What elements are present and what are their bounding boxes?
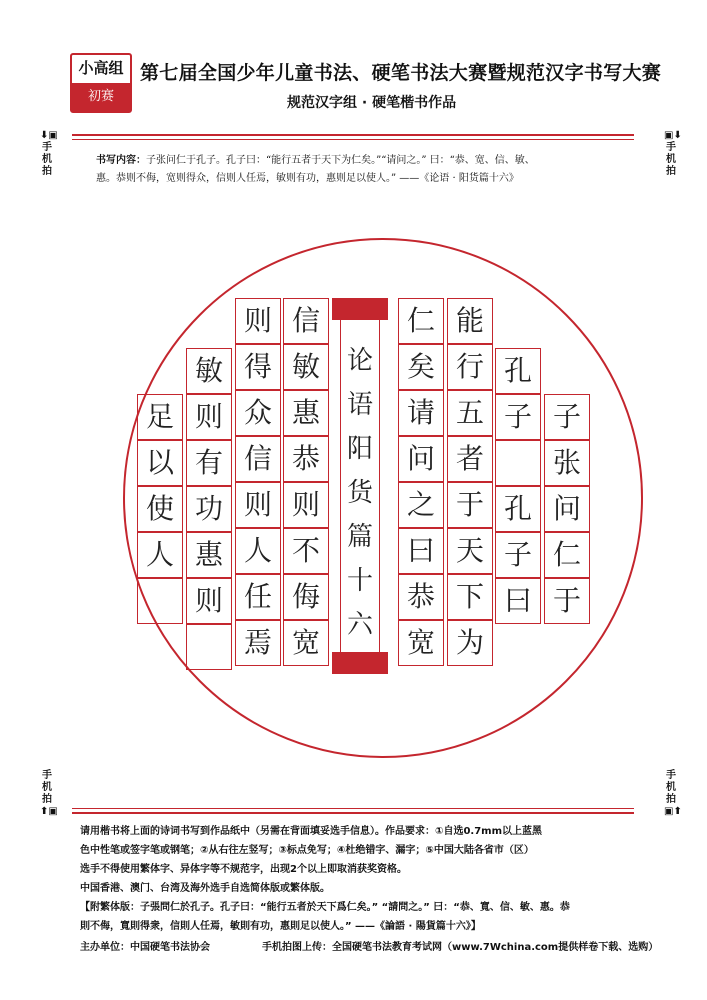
grid-cell: 于 <box>447 482 493 528</box>
grid-cell: 侮 <box>283 574 329 620</box>
page-title: 第七届全国少年儿童书法、硬笔书法大赛暨规范汉字书写大赛 <box>140 62 662 84</box>
grid-cell: 问 <box>398 436 444 482</box>
instr-line: 色中性笔或签字笔或钢笔；②从右往左竖写；③标点免写；④杜绝错字、漏字；⑤中国大陆各省市（区） <box>80 845 534 856</box>
grid-cell: 五 <box>447 390 493 436</box>
grid-cell: 则 <box>235 298 281 344</box>
content-line2: 惠。恭则不侮，宽则得众，信则人任焉，敏则有功，惠则足以使人。” ——《论语 · 阳货篇十六》 <box>96 173 519 184</box>
grid-cell: 仁 <box>398 298 444 344</box>
grid-cell: 众 <box>235 390 281 436</box>
side-char: 机 <box>666 154 676 165</box>
instr-line: 选手不得使用繁体字、异体字等不规范字，出现2个以上即取消获奖资格。 <box>80 864 407 875</box>
grid-cell: 能 <box>447 298 493 344</box>
content-label: 书写内容： <box>96 155 146 166</box>
banner-char: 货 <box>346 478 373 508</box>
grid-cell: 人 <box>235 528 281 574</box>
side-char: 机 <box>42 782 52 793</box>
grid-cell: 以 <box>137 440 183 486</box>
grid-cell: 有 <box>186 440 232 486</box>
grid-cell: 之 <box>398 482 444 528</box>
grid-cell: 张 <box>544 440 590 486</box>
footer-organizer: 主办单位：中国硬笔书法协会 <box>80 942 210 953</box>
side-char: 手 <box>42 142 52 153</box>
grid-cell <box>495 440 541 486</box>
grid-cell: 敏 <box>283 344 329 390</box>
grid-cell: 信 <box>235 436 281 482</box>
grid-cell: 敏 <box>186 348 232 394</box>
grid-cell: 则 <box>186 578 232 624</box>
banner-char: 六 <box>346 610 373 640</box>
banner-char: 十 <box>346 566 373 596</box>
instructions <box>80 822 625 936</box>
banner-char: 语 <box>346 390 373 420</box>
top-rule <box>72 134 634 136</box>
grid-cell: 则 <box>186 394 232 440</box>
side-char: 机 <box>42 154 52 165</box>
photo-marker-bottom-left <box>40 770 58 818</box>
bottom-rule <box>72 812 634 814</box>
grid-cell: 天 <box>447 528 493 574</box>
grid-cell: 于 <box>544 578 590 624</box>
camera-icon: ⬆▣ <box>40 806 58 817</box>
top-rule-thin <box>72 139 634 140</box>
grid-cell: 任 <box>235 574 281 620</box>
footer-upload: 手机拍图上传：全国硬笔书法教育考试网（www.7Wchina.com提供样卷下载、选购） <box>262 942 659 953</box>
level-badge <box>70 53 132 113</box>
banner-cap-bottom <box>332 652 388 674</box>
grid-cell: 子 <box>544 394 590 440</box>
banner-char: 阳 <box>346 434 373 464</box>
grid-cell: 问 <box>544 486 590 532</box>
page-subtitle: 规范汉字组 · 硬笔楷书作品 <box>287 95 457 111</box>
grid-cell: 子 <box>495 532 541 578</box>
grid-cell <box>137 578 183 624</box>
grid-cell: 使 <box>137 486 183 532</box>
grid-cell: 曰 <box>495 578 541 624</box>
writing-content <box>96 152 636 188</box>
side-char: 拍 <box>666 166 676 177</box>
instr-line: 请用楷书将上面的诗词书写到作品纸中（另需在背面填妥选手信息）。作品要求：①自选0.7mm以上蓝黑 <box>80 826 543 837</box>
grid-cell: 不 <box>283 528 329 574</box>
grid-cell: 惠 <box>186 532 232 578</box>
grid-cell: 子 <box>495 394 541 440</box>
grid-cell: 惠 <box>283 390 329 436</box>
side-char: 机 <box>666 782 676 793</box>
grid-cell: 宽 <box>398 620 444 666</box>
grid-cell: 仁 <box>544 532 590 578</box>
grid-cell: 恭 <box>283 436 329 482</box>
grid-cell: 者 <box>447 436 493 482</box>
grid-cell: 焉 <box>235 620 281 666</box>
grid-cell: 信 <box>283 298 329 344</box>
instr-line: 則不侮，寬則得衆，信則人任焉，敏則有功，惠則足以使人。” ——《論語 · 陽貨篇十六》】 <box>80 921 481 932</box>
grid-cell: 孔 <box>495 348 541 394</box>
instr-line: 【附繁体版：子張問仁於孔子。孔子曰：“能行五者於天下爲仁矣。” “請問之。” 曰：“恭、寬、信、敏、惠。恭 <box>80 902 570 913</box>
grid-cell: 下 <box>447 574 493 620</box>
photo-marker-top-left <box>40 130 58 178</box>
grid-cell: 为 <box>447 620 493 666</box>
camera-icon: ▣⬇ <box>664 130 682 141</box>
grid-cell: 曰 <box>398 528 444 574</box>
grid-cell: 人 <box>137 532 183 578</box>
photo-marker-top-right <box>664 130 682 178</box>
side-char: 手 <box>666 142 676 153</box>
grid-cell: 足 <box>137 394 183 440</box>
grid-cell: 孔 <box>495 486 541 532</box>
side-char: 拍 <box>42 166 52 177</box>
grid-cell: 行 <box>447 344 493 390</box>
grid-cell: 功 <box>186 486 232 532</box>
badge-level: 小高组 <box>78 59 124 77</box>
title-banner <box>332 298 388 674</box>
side-char: 手 <box>666 770 676 781</box>
side-char: 拍 <box>666 794 676 805</box>
grid-cell: 恭 <box>398 574 444 620</box>
banner-char: 论 <box>346 346 373 376</box>
camera-icon: ▣⬆ <box>664 806 682 817</box>
grid-cell: 得 <box>235 344 281 390</box>
banner-char: 篇 <box>346 522 373 552</box>
bottom-rule-thin <box>72 808 634 809</box>
grid-cell: 矣 <box>398 344 444 390</box>
photo-marker-bottom-right <box>664 770 682 818</box>
camera-icon: ⬇▣ <box>40 130 58 141</box>
side-char: 手 <box>42 770 52 781</box>
instr-line: 中国香港、澳门、台湾及海外选手自选简体版或繁体版。 <box>80 883 330 894</box>
grid-cell: 请 <box>398 390 444 436</box>
grid-cell <box>186 624 232 670</box>
grid-cell: 宽 <box>283 620 329 666</box>
side-char: 拍 <box>42 794 52 805</box>
grid-cell: 则 <box>235 482 281 528</box>
content-line1: 子张问仁于孔子。孔子曰：“能行五者于天下为仁矣。”“请问之。” 曰：“恭、宽、信、敏、 <box>146 155 535 166</box>
badge-round: 初赛 <box>72 83 130 111</box>
grid-cell: 则 <box>283 482 329 528</box>
